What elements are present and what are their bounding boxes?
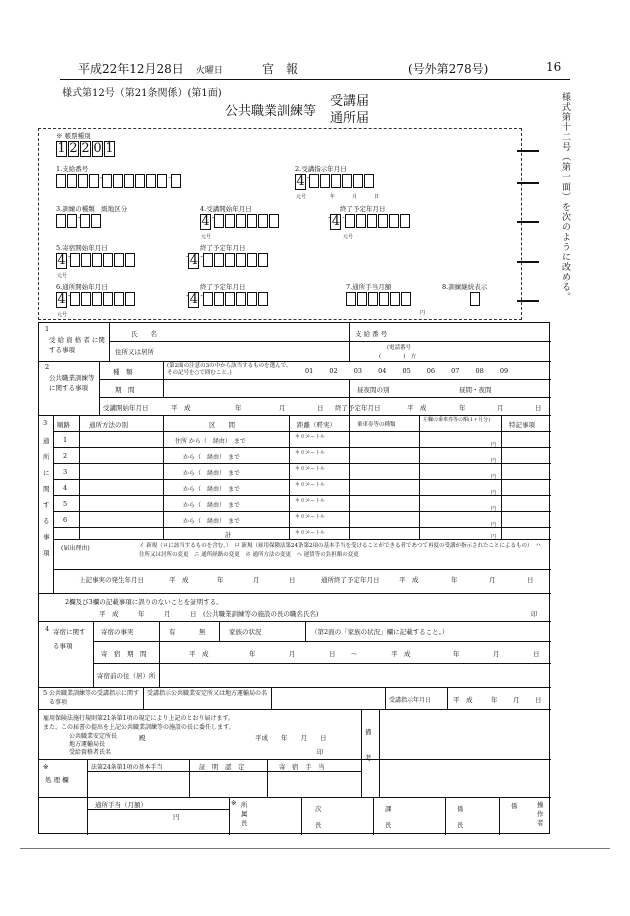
col-divider xyxy=(349,415,350,539)
d-text: 日 xyxy=(317,404,324,412)
section-row: から（ 経由） まで xyxy=(183,454,241,461)
m-text: 月 xyxy=(493,650,500,658)
section-row: から（ 経由） まで xyxy=(183,502,241,509)
col-divider xyxy=(501,415,502,539)
era-label: 元号 xyxy=(343,234,354,240)
section-4-number: 4 xyxy=(45,625,50,633)
course-end-boxes[interactable]: -4 - xyxy=(328,214,411,230)
col-divider xyxy=(163,361,164,397)
family-note: （第2面の「家族の状況」欄に記載すること。） xyxy=(311,628,449,636)
route-1: 1 xyxy=(63,436,68,444)
prev-address-label: 寄宿前の住（居）所 xyxy=(97,672,156,680)
y-text: 年 xyxy=(217,576,224,584)
board-period-label: 寄 宿 期 間 xyxy=(101,650,147,658)
route-6: 6 xyxy=(63,516,68,524)
seal-unit-chief: 係長 xyxy=(457,805,464,829)
row-divider xyxy=(53,511,551,512)
era-text: 平 成 xyxy=(171,404,191,412)
col-divider xyxy=(93,621,94,687)
period-label: 期 間 xyxy=(115,386,135,394)
kind-codes[interactable]: 01 02 03 04 05 06 07 08 09 xyxy=(305,367,509,375)
yen-unit: 円 xyxy=(491,490,497,496)
margin-mark xyxy=(517,300,539,302)
row-divider xyxy=(39,415,551,416)
label-commute-start: 6.通所開始年月日 xyxy=(56,283,108,291)
day-night-value[interactable]: 昼間・夜間 xyxy=(459,386,492,394)
row-divider xyxy=(99,397,551,398)
era-text: 平 成 xyxy=(189,650,209,658)
era-label: 元号 xyxy=(57,273,68,279)
col-divider xyxy=(373,797,374,835)
km-unit: キロメートル xyxy=(295,482,326,488)
d-text: 日 xyxy=(289,576,296,584)
col-divider xyxy=(445,797,446,835)
row-divider xyxy=(53,447,551,448)
d-text: 日 xyxy=(535,696,542,704)
col-divider xyxy=(53,415,54,593)
d-text: 日 xyxy=(533,650,540,658)
margin-mark xyxy=(517,221,539,223)
certify-text: 2欄及び3欄の記載事項に誤りのないことを証明する。 xyxy=(65,598,223,606)
footer-rule xyxy=(20,848,610,849)
board-allowance-label: 寄 宿 手 当 xyxy=(279,763,325,771)
row-divider xyxy=(93,641,551,642)
km-unit: キロメートル xyxy=(295,466,326,472)
phone-label-2: ( ) 方 xyxy=(379,354,417,360)
declaration-line-2: また、この届書の提出を上記公共職業訓練等の施設の長に委任します。 xyxy=(43,724,235,731)
label-pay-number: 1.支給番号 xyxy=(56,165,89,173)
row-divider xyxy=(53,463,551,464)
ledger-label: ※ 帳票種別 xyxy=(56,132,91,140)
col-divider xyxy=(361,709,362,797)
reason-label: (届出理由) xyxy=(61,545,90,552)
col-divider xyxy=(385,687,386,709)
margin-mark xyxy=(517,261,539,263)
route-3: 3 xyxy=(63,468,68,476)
era-label: 元号 xyxy=(201,234,212,240)
row-divider xyxy=(39,759,551,760)
row-divider xyxy=(53,431,551,432)
family-label: 家族の状況 xyxy=(229,628,262,636)
commute-allowance-boxes[interactable] xyxy=(346,292,412,306)
declaration-line-1: 雇用保険法施行規則第21条第1項の規定により上記のとおり届けます。 xyxy=(43,715,234,722)
col-section: 区 間 xyxy=(209,421,235,429)
y-label: 年 xyxy=(330,194,336,200)
row-divider xyxy=(53,569,551,570)
board-start-boxes[interactable]: 4 - xyxy=(56,253,136,269)
label-course-end: 終了予定年月日 xyxy=(340,205,386,213)
d-label: 日 xyxy=(374,194,380,200)
label-instruction-date: 2.受講指示年月日 xyxy=(295,165,347,173)
col-divider xyxy=(219,621,220,641)
col-divider xyxy=(99,361,100,415)
section-5-title: 公共職業訓練等の受講指示に関する事項 xyxy=(49,690,140,706)
era-label: 元号 xyxy=(57,312,68,318)
row-divider xyxy=(53,495,551,496)
m-text: 月 xyxy=(513,696,520,704)
col-route: 順路 xyxy=(57,421,70,429)
day-night-label: 昼夜間の別 xyxy=(357,386,390,394)
row-divider xyxy=(99,379,551,380)
row-divider xyxy=(39,621,551,622)
style-number: 様式第12号（第21条関係）(第1面) xyxy=(62,88,222,99)
era-text: 平 成 xyxy=(399,576,419,584)
seal-chief: 所属長 xyxy=(241,801,248,827)
proc-mark: ※ xyxy=(43,763,49,771)
seal-staff: 係 xyxy=(511,802,518,810)
route-2: 2 xyxy=(63,452,68,460)
m-text: 月 xyxy=(497,404,504,412)
km-unit: キロメートル xyxy=(295,514,326,520)
occur-date-label: 上記事実の発生年月日 xyxy=(79,576,144,584)
instruction-date-label: 受講指示年月日 xyxy=(389,697,432,704)
ledger-digits: 1 2 2 0 1 xyxy=(57,141,114,156)
header-rule xyxy=(60,79,570,80)
tilde: ～ xyxy=(351,650,358,658)
era-text: 平 成 xyxy=(169,576,189,584)
row-divider xyxy=(39,593,551,594)
m-text: 月 xyxy=(279,404,286,412)
route-5: 5 xyxy=(63,500,68,508)
page-number: 16 xyxy=(546,60,562,74)
course-start-boxes[interactable]: 4 - xyxy=(200,214,280,230)
margin-mark xyxy=(517,182,539,184)
board-end-boxes[interactable]: -4 - xyxy=(186,253,269,269)
basic-allowance-label: 法第24条第1項の基本手当 xyxy=(91,764,163,771)
km-unit: キロメートル xyxy=(295,498,326,504)
yen-unit: 円 xyxy=(173,813,180,821)
applicant-seal: 印 xyxy=(317,748,324,756)
row-divider xyxy=(53,527,551,528)
label-board-end: 終了予定年月日 xyxy=(200,244,246,252)
section-3-title: 通所に関する事項 xyxy=(43,437,50,557)
certify-date-line: 平 成 年 月 日 (公共職業訓練等の施設の長の職名氏名) xyxy=(99,610,319,618)
y-text: 年 xyxy=(451,576,458,584)
section-4-title: 寄宿に関する事項 xyxy=(53,628,86,650)
commute-allowance-label: 通所手当（月額） xyxy=(95,801,147,809)
col-divider xyxy=(143,687,144,709)
proc-mark-2: ※ xyxy=(231,799,237,807)
section-row: から（ 経由） まで xyxy=(183,518,241,525)
commute-end-date-label: 通所終了予定年月日 xyxy=(321,576,380,584)
col-ticket: 乗車券等の種類 xyxy=(357,422,396,428)
col-distance: 距離（粁実） xyxy=(297,421,336,429)
instruction-office-label: 受講指示公共職業安定所又は地方運輸局の名 xyxy=(147,690,268,697)
col-divider xyxy=(267,759,268,797)
col-method: 通所方法の別 xyxy=(89,421,128,429)
row-divider xyxy=(39,709,551,710)
pay-no-label: 支 給 番 号 xyxy=(355,330,388,338)
col-divider xyxy=(305,621,306,641)
y-text: 年 xyxy=(459,404,466,412)
row-divider xyxy=(39,361,551,362)
section-2-number: 2 xyxy=(45,363,50,371)
row-divider xyxy=(93,663,551,664)
col-divider xyxy=(79,415,80,539)
m-text: 月 xyxy=(489,576,496,584)
row-divider xyxy=(109,341,551,342)
label-course-start: 4.受講開始年月日 xyxy=(200,205,252,213)
m-text: 月 xyxy=(253,576,260,584)
proc-label: 処 理 欄 xyxy=(45,776,69,784)
section-1-number: 1 xyxy=(45,325,50,333)
col-divider xyxy=(189,759,190,797)
name-label: 氏 名 xyxy=(131,330,157,338)
col-divider xyxy=(499,797,500,835)
board-yes[interactable]: 有 xyxy=(169,628,176,636)
km-unit: キロメートル xyxy=(295,530,326,536)
board-no[interactable]: 無 xyxy=(199,628,206,636)
form-kind-1: 受講届 xyxy=(330,94,370,109)
label-board-start: 5.寄宿開始年月日 xyxy=(56,244,108,252)
gazette-issue: (号外第278号) xyxy=(408,62,489,76)
m-text: 月 xyxy=(289,650,296,658)
d-text: 日 xyxy=(527,576,534,584)
era-text: 平 成 xyxy=(391,650,411,658)
col-divider xyxy=(159,621,160,687)
seal-deputy: 次長 xyxy=(315,805,322,829)
section-3-number: 3 xyxy=(43,419,48,427)
form-kind-2: 通所届 xyxy=(330,111,370,126)
board-fact-label: 寄宿の事実 xyxy=(101,628,134,636)
y-text: 年 xyxy=(249,650,256,658)
section-row: から（ 経由） まで xyxy=(183,486,241,493)
commute-start-boxes[interactable]: 4 - xyxy=(56,292,136,308)
y-text: 年 xyxy=(235,404,242,412)
col-divider xyxy=(301,797,302,835)
col-divider xyxy=(163,415,164,539)
section-row: 住所 から（ 経由） まで xyxy=(175,438,246,445)
remarks-label: 備 考 xyxy=(365,728,378,762)
d-text: 日 xyxy=(535,404,542,412)
training-kind-boxes[interactable]: - xyxy=(56,214,102,228)
seal-section-chief: 課長 xyxy=(385,805,392,829)
total-label: 計 xyxy=(225,531,232,539)
pay-number-boxes[interactable]: - - xyxy=(56,174,182,188)
phone-label: (電話番号 xyxy=(387,345,412,351)
label-commute-end: 終了予定年月日 xyxy=(200,283,246,291)
yen-unit: 円 xyxy=(491,534,497,540)
row-divider xyxy=(87,809,229,810)
kind-label: 種 類 xyxy=(113,368,133,376)
form-name: 公共職業訓練等 xyxy=(225,104,317,119)
main-form xyxy=(38,322,550,834)
reason-list[interactable]: イ 新規（ロに該当するものを含む。） ロ 新規（雇用保険法第24条第2項の基本手当を受けることができる者であつて再度の受講が指示されたことによるもの） ハ 住所又は居所の変更 ニ 通所経路の変更 ホ 通所方法の変更 ヘ 運賃等の負担額の変更 xyxy=(139,543,541,558)
section-1-title: 受 給 資 格 者 に関する事項 xyxy=(49,336,105,354)
margin-mark xyxy=(517,150,539,152)
yen-unit: 円 xyxy=(491,442,497,448)
continue-box[interactable] xyxy=(470,292,481,306)
section-5-number: 5 xyxy=(43,689,48,697)
amendment-note: 様式第十二号（第一面）を次のように改める。 xyxy=(560,92,570,302)
col-ticket-amount: 左欄の乗車券等の額(1ヶ月分) xyxy=(423,417,491,423)
section-2-title: 公共職業訓練等に関する事項 xyxy=(49,374,95,392)
instruction-date-boxes[interactable]: 4 - xyxy=(295,174,375,190)
km-unit: キロメートル xyxy=(295,434,326,440)
yen-unit: 円 xyxy=(491,458,497,464)
col-divider xyxy=(447,687,448,709)
col-divider xyxy=(349,323,350,361)
col-remarks: 特記事項 xyxy=(509,421,535,429)
commute-end-boxes[interactable]: -4 - xyxy=(186,292,269,308)
label-commute-allowance: 7.通所手当月額 xyxy=(346,283,392,291)
col-divider xyxy=(289,415,290,539)
course-end-label: 終了予定年月日 xyxy=(335,404,381,412)
seal-operator: 操作者 xyxy=(537,801,544,827)
col-divider xyxy=(271,687,272,709)
gazette-date: 平成22年12月28日 火曜日 xyxy=(78,62,223,76)
col-divider xyxy=(109,323,110,361)
y-text: 年 xyxy=(453,650,460,658)
era-text: 平 成 xyxy=(453,696,473,704)
yen-unit: 円 xyxy=(491,506,497,512)
yen-unit: 円 xyxy=(491,522,497,528)
row-divider xyxy=(87,771,361,772)
honorific: 殿 xyxy=(139,734,146,742)
row-divider xyxy=(39,797,551,798)
row-divider xyxy=(39,687,551,688)
era-label: 元号 xyxy=(296,194,307,200)
addressee-2: 地方運輸局長 xyxy=(69,741,106,748)
km-unit: キロメートル xyxy=(295,450,326,456)
gazette-name: 官 報 xyxy=(262,62,299,76)
addressee-1: 公共職業安定所長 xyxy=(69,733,118,740)
certification-label: 証 明 認 定 xyxy=(199,763,245,771)
section-row: から（ 経由） まで xyxy=(183,470,241,477)
col-divider xyxy=(229,797,230,835)
col-divider xyxy=(379,709,380,797)
certify-seal: 印 xyxy=(531,610,538,618)
kind-note: (第2面の注意の3の中から該当するものを選んで、その記号を○で囲むこと。) xyxy=(167,363,292,376)
route-4: 4 xyxy=(63,484,68,492)
label-continue: 8.訓練継続表示 xyxy=(442,283,488,291)
era-text: 平 成 xyxy=(407,404,427,412)
d-text: 日 xyxy=(329,650,336,658)
yen-unit: 円 xyxy=(420,310,426,316)
address-label: 住所又は居所 xyxy=(115,348,154,356)
applicant-label: 受給資格者氏名 xyxy=(69,749,112,756)
y-text: 年 xyxy=(491,696,498,704)
row-divider xyxy=(53,479,551,480)
row-divider xyxy=(53,539,551,540)
m-label: 月 xyxy=(352,194,358,200)
label-training-kind: 3.訓練の種類 級地区分 xyxy=(56,205,128,213)
declaration-date: 平成 年 月 日 xyxy=(255,734,327,742)
col-divider xyxy=(419,415,420,539)
yen-unit: 円 xyxy=(491,474,497,480)
course-start-label: 受講開始年月日 xyxy=(103,404,149,412)
